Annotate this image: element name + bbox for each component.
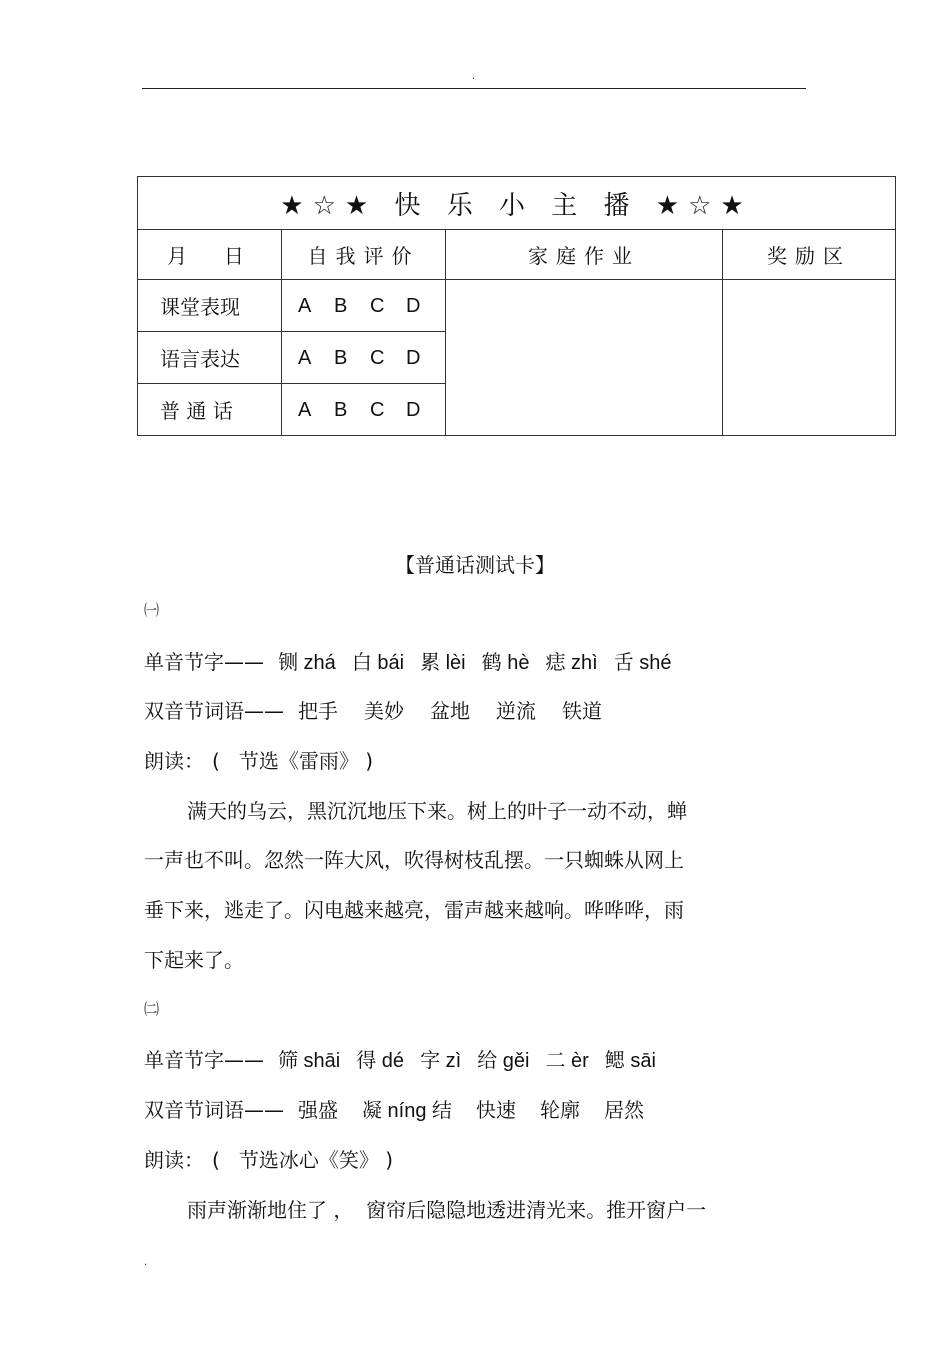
- single-syllable-item: 得 dé: [356, 1050, 405, 1072]
- double-syllable-item: 居然: [604, 1098, 645, 1122]
- double-syllable-item: 铁道: [562, 699, 602, 723]
- row-label-language-expression: 语言表达: [138, 332, 282, 384]
- double-syllable-label: 双音节词语——: [144, 699, 284, 723]
- grade-a: A: [298, 347, 312, 369]
- grade-c: C: [370, 347, 385, 369]
- grade-c: C: [370, 399, 385, 421]
- section-2-mark: ㈡: [144, 1000, 160, 1018]
- double-syllable-item: 快速: [476, 1098, 517, 1122]
- reading-label: 朗读：: [144, 749, 204, 773]
- section-1-double-syllable-line: [144, 698, 618, 724]
- reward-cell: [723, 280, 896, 436]
- grade-options-mandarin: [282, 384, 446, 436]
- double-syllable-item: 美妙: [364, 699, 404, 723]
- passage-line: 雨声渐渐地住了 ， 窗帘后隐隐地透进清光来。推开窗户一: [187, 1198, 707, 1222]
- single-syllable-item: 白 bái: [351, 652, 405, 674]
- double-syllable-item: 逆流: [496, 699, 536, 723]
- homework-cell: [446, 280, 723, 436]
- passage-line: 垂下来，逃走了。闪电越来越亮，雷声越来越响。哗哗哗，雨: [144, 898, 684, 922]
- single-syllable-item: 舌 shé: [613, 652, 672, 674]
- grade-b: B: [334, 347, 348, 369]
- double-syllable-label: 双音节词语——: [144, 1098, 284, 1122]
- row-label-mandarin: 普 通 话: [138, 384, 282, 436]
- grade-a: A: [298, 295, 312, 317]
- row-label-class-performance: 课堂表现: [138, 280, 282, 332]
- single-syllable-item: 给 gěi: [477, 1050, 530, 1072]
- footer-dot: .: [144, 1257, 148, 1268]
- double-syllable-item: 轮廓: [540, 1098, 581, 1122]
- single-syllable-item: 累 lèi: [420, 652, 466, 674]
- header-homework: 家庭作业: [446, 230, 723, 280]
- header-date: 月 日: [138, 230, 282, 280]
- grade-d: D: [406, 295, 421, 317]
- double-syllable-item: 强盛: [298, 1098, 338, 1122]
- section-1-reading-line: [144, 748, 373, 774]
- grade-b: B: [334, 295, 348, 317]
- section-1-single-syllable-line: [144, 649, 688, 676]
- double-syllable-item: 把手: [298, 699, 338, 723]
- reading-label: 朗读：: [144, 1148, 204, 1172]
- reading-source: ( 节选冰心《笑》 ): [212, 1148, 394, 1172]
- section-2-single-syllable-line: [144, 1047, 672, 1074]
- grade-options-class-performance: [282, 280, 446, 332]
- single-syllable-label: 单音节字——: [144, 650, 264, 674]
- grade-c: C: [370, 295, 385, 317]
- header-reward-area: 奖励区: [723, 230, 896, 280]
- header-dot: .: [472, 71, 476, 82]
- header-self-evaluation: 自我评价: [282, 230, 446, 280]
- section-2-reading-line: [144, 1147, 393, 1173]
- passage-line: 一声也不叫。忽然一阵大风，吹得树枝乱摆。一只蜘蛛从网上: [144, 848, 684, 872]
- single-syllable-item: 鹤 hè: [481, 652, 530, 674]
- single-syllable-item: 痣 zhì: [545, 652, 598, 674]
- single-syllable-item: 筛 shāi: [278, 1050, 341, 1072]
- section-1-mark: ㈠: [144, 601, 160, 619]
- section-2-double-syllable-line: [144, 1097, 660, 1124]
- single-syllable-item: 铡 zhá: [278, 652, 336, 674]
- card-title: 【普通话测试卡】: [395, 553, 555, 577]
- double-syllable-item: 凝 níng 结: [362, 1100, 453, 1122]
- passage-line: 满天的乌云，黑沉沉地压下来。树上的叶子一动不动，蝉: [187, 799, 687, 823]
- table-title: ★☆★ 快 乐 小 主 播 ★☆★: [138, 177, 896, 230]
- reading-source: ( 节选《雷雨》 ): [212, 749, 374, 773]
- single-syllable-label: 单音节字——: [144, 1048, 264, 1072]
- grade-options-language-expression: [282, 332, 446, 384]
- passage-line: 下起来了。: [144, 948, 244, 972]
- grade-d: D: [406, 399, 421, 421]
- evaluation-table: [137, 176, 896, 436]
- header-rule: [142, 88, 806, 89]
- grade-a: A: [298, 399, 312, 421]
- single-syllable-item: 二 èr: [545, 1050, 589, 1072]
- grade-d: D: [406, 347, 421, 369]
- single-syllable-item: 字 zì: [420, 1050, 462, 1072]
- double-syllable-item: 盆地: [430, 699, 470, 723]
- single-syllable-item: 鳃 sāi: [604, 1050, 656, 1072]
- grade-b: B: [334, 399, 348, 421]
